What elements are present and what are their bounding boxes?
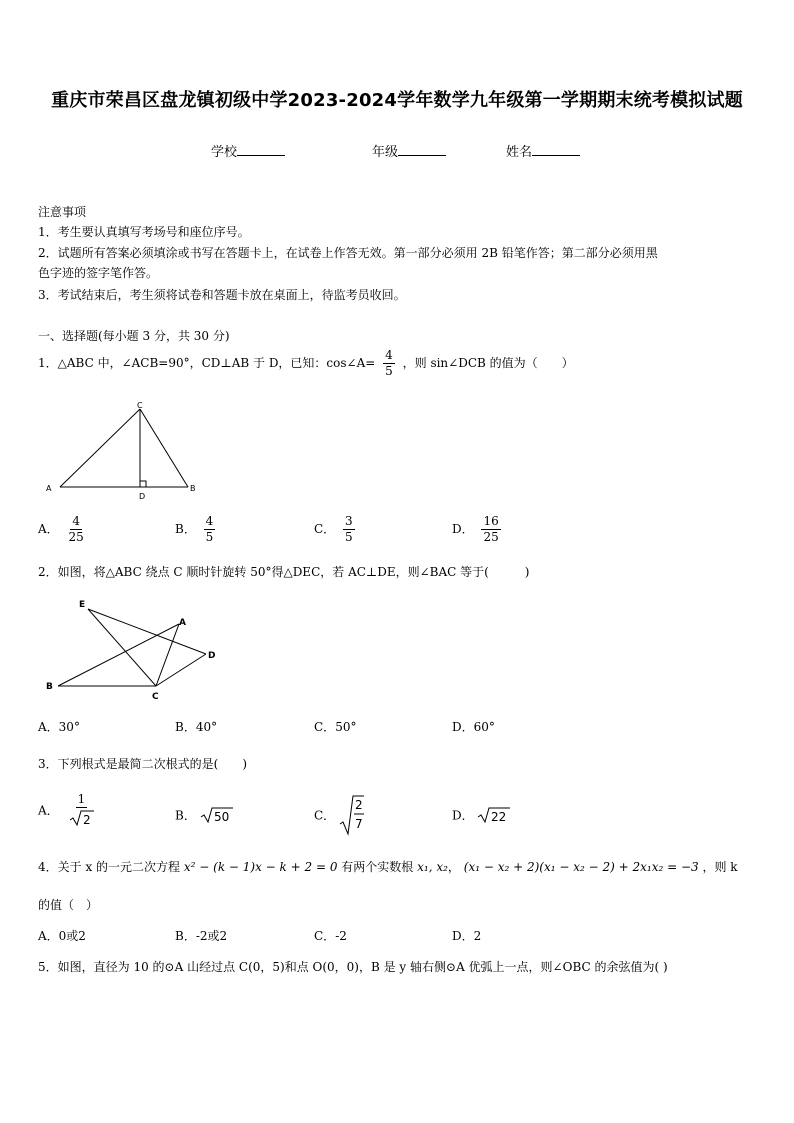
grade-blank [398,143,446,156]
q1-option-d[interactable] [452,515,505,544]
label-b: B [46,682,53,692]
q4-equation: x² − (k − 1)x − k + 2 = 0 [183,860,338,874]
notice-item-2-cont: 色字迹的签字笔作答。 [38,266,159,280]
q3-option-a[interactable] [38,793,101,827]
segment-ed [88,609,206,654]
q1-cos-fraction [383,349,395,378]
name-blank [532,143,580,156]
option-value: 50° [335,720,357,734]
question-2: 2．如图，将△ABC 绕点 C 顺时针旋转 50°得△DEC，若 AC⊥DE，则∠BAC 等于( ) [38,565,530,579]
radicand: 50 [213,810,229,824]
option-letter: B． [175,522,196,537]
q4-separator: ， [447,860,460,874]
fraction-denominator: 7 [355,817,363,831]
question-3: 3．下列根式是最简二次根式的是( ) [38,757,247,771]
segment-dc [156,654,206,686]
notice-item-3: 3．考试结束后，考生须将试卷和答题卡放在桌面上，待监考员收回。 [38,288,406,302]
option-value: -2 [335,929,347,943]
option-letter: C． [314,808,336,823]
q4-option-c[interactable] [314,927,347,944]
option-fraction [481,515,500,544]
q3-option-d[interactable] [452,806,511,824]
label-d: D [208,651,216,661]
fraction-denominator: 25 [68,530,84,545]
option-fraction [204,515,216,544]
segment-ac [156,624,179,686]
option-value: 0或2 [58,929,86,943]
option-letter: A． [38,522,59,537]
option-value: 40° [195,720,218,734]
right-angle-mark [140,481,146,487]
q2-option-d[interactable] [452,718,495,735]
option-letter: B． [175,929,196,943]
fraction-numerator: 1 [76,793,88,808]
option-value: 60° [473,720,495,734]
sqrt-symbol [477,806,511,824]
q1-stem-post: ，则 sin∠DCB 的值为（ ） [402,356,574,371]
q1-option-a[interactable] [38,515,90,544]
school-label: 学校 [211,145,238,160]
school-field [211,141,285,160]
sqrt-fraction-symbol [339,794,365,836]
page-title: 重庆市荣昌区盘龙镇初级中学2023-2024学年数学九年级第一学期期末统考模拟试题 [51,90,743,111]
fraction-denominator: 5 [385,364,393,379]
side-ac [60,409,140,487]
notice-item-2: 2．试题所有答案必须填涂或书写在答题卡上，在试卷上作答无效。第一部分必须用 2B 铅笔作答；第二部分必须用黑 [38,246,658,260]
q4-condition: (x₁ − x₂ + 2)(x₁ − x₂ − 2) + 2x₁x₂ = −3 [463,860,699,874]
fraction-numerator: 3 [343,515,355,530]
option-letter: A． [38,720,59,734]
q2-option-b[interactable] [175,718,217,735]
grade-field [372,141,446,160]
option-letter: D． [452,808,474,823]
q1-stem-pre: 1．△ABC 中，∠ACB=90°，CD⊥AB 于 D，已知：cos∠A= [38,356,376,371]
q1-option-b[interactable] [175,515,219,544]
radicand: 22 [491,810,507,824]
label-a: A [179,618,186,628]
q4-option-b[interactable] [175,927,227,944]
side-cb [140,409,188,487]
q4-stem-pre: 4．关于 x 的一元二次方程 [38,860,181,874]
q4-stem-post: ，则 k [702,860,738,874]
option-letter: B． [175,720,196,734]
fraction-numerator: 4 [383,349,395,364]
fraction-numerator: 2 [355,798,363,812]
option-letter: A． [38,929,59,943]
label-d: D [139,492,146,501]
q2-rotation-figure [38,595,228,705]
sqrt-symbol [69,809,95,827]
fraction-numerator: 16 [481,515,500,530]
question-4 [38,858,738,875]
fraction-numerator: 4 [204,515,216,530]
q4-option-a[interactable] [38,927,86,944]
fraction-denominator: 5 [345,530,353,545]
question-1 [38,349,574,378]
segment-ba [58,624,179,686]
section-heading: 一、选择题(每小题 3 分，共 30 分) [38,329,230,343]
fraction-denominator [67,808,97,827]
option-letter: C． [314,929,336,943]
grade-label: 年级 [372,145,399,160]
q4-roots: x₁, x₂ [417,860,448,874]
option-fraction [67,515,86,544]
fraction-denominator: 5 [205,530,214,545]
option-value: 30° [58,720,80,734]
label-e: E [79,600,86,610]
option-letter: D． [452,720,474,734]
label-c: C [152,692,159,702]
option-letter: B． [175,808,196,823]
question-5: 5．如图，直径为 10 的⊙A 山经过点 C(0，5)和点 O(0，0)，B 是 y 轴右侧⊙A 优弧上一点，则∠OBC 的余弦值为( ) [38,960,668,974]
radicand: 2 [82,813,91,828]
option-value: 2 [473,929,482,943]
option-letter: A． [38,803,59,818]
school-blank [237,143,285,156]
notice-heading: 注意事项 [38,205,87,219]
option-letter: C． [314,720,336,734]
option-letter: D． [452,929,474,943]
q3-option-c[interactable] [314,794,365,836]
fraction-denominator: 25 [483,530,499,545]
option-letter: C． [314,522,336,537]
q1-triangle-figure [38,398,208,503]
question-4-line2: 的值（ ） [38,898,99,912]
notice-item-1: 1．考生要认真填写考场号和座位序号。 [38,225,250,239]
q3-option-b[interactable] [175,806,234,824]
label-c: C [137,401,143,410]
name-label: 姓名 [506,145,533,160]
option-letter: D． [452,522,474,537]
option-fraction [343,515,355,544]
option-fraction [67,793,97,827]
segment-ec [88,609,156,686]
label-a: A [46,484,52,493]
q4-stem-mid: 有两个实数根 [341,860,414,874]
option-value: -2或2 [195,929,228,943]
q2-option-a[interactable] [38,718,80,735]
fraction-numerator: 4 [70,515,82,530]
sqrt-symbol [200,806,234,824]
q2-option-c[interactable] [314,718,356,735]
label-b: B [190,484,196,493]
q1-option-c[interactable] [314,515,359,544]
q4-option-d[interactable] [452,927,481,944]
name-field [506,141,580,160]
